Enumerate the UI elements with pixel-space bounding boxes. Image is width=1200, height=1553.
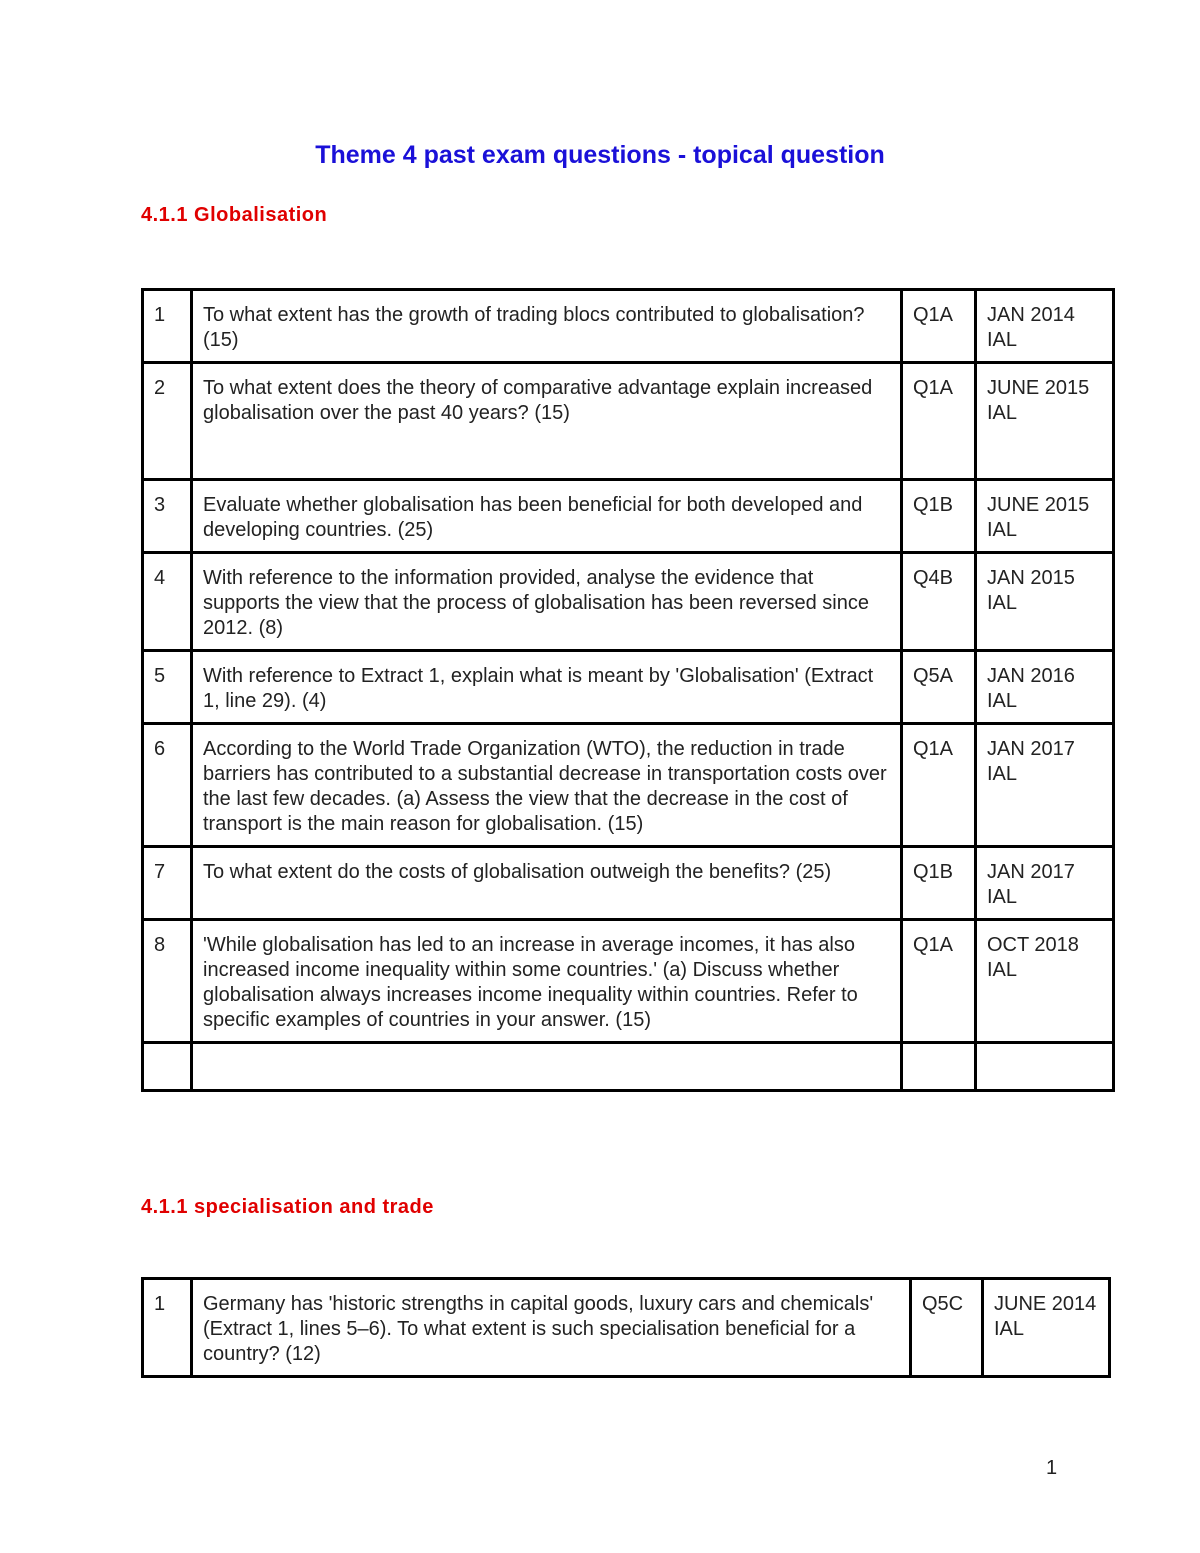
question-code: Q5A xyxy=(902,651,976,724)
question-code xyxy=(902,1043,976,1091)
exam-date: JUNE 2015 IAL xyxy=(976,480,1114,553)
table-row xyxy=(143,1279,1110,1377)
question-text: With reference to Extract 1, explain what is meant by 'Globalisation' (Extract 1, line 29). (4) xyxy=(192,651,902,724)
question-code: Q4B xyxy=(902,553,976,651)
table-row xyxy=(143,480,1114,553)
exam-date: JAN 2017 IAL xyxy=(976,724,1114,847)
exam-date: OCT 2018 IAL xyxy=(976,920,1114,1043)
exam-date: JAN 2015 IAL xyxy=(976,553,1114,651)
table-row xyxy=(143,553,1114,651)
question-code: Q1A xyxy=(902,724,976,847)
question-number: 4 xyxy=(143,553,192,651)
question-text: Germany has 'historic strengths in capital goods, luxury cars and chemicals' (Extract 1, lines 5–6). To what extent is such specialisation beneficial for a country? (12) xyxy=(192,1279,911,1377)
question-number: 3 xyxy=(143,480,192,553)
question-number: 2 xyxy=(143,363,192,480)
question-text: To what extent does the theory of comparative advantage explain increased globalisation over the past 40 years? (15) xyxy=(192,363,902,480)
question-code: Q5C xyxy=(911,1279,983,1377)
question-text: Evaluate whether globalisation has been beneficial for both developed and developing countries. (25) xyxy=(192,480,902,553)
question-code: Q1B xyxy=(902,847,976,920)
question-number: 6 xyxy=(143,724,192,847)
question-number: 1 xyxy=(143,1279,192,1377)
page-number: 1 xyxy=(1046,1457,1058,1479)
page-title: Theme 4 past exam questions - topical question xyxy=(315,141,885,169)
exam-date: JAN 2017 IAL xyxy=(976,847,1114,920)
question-code: Q1A xyxy=(902,290,976,363)
exam-date: JAN 2014 IAL xyxy=(976,290,1114,363)
question-code: Q1A xyxy=(902,363,976,480)
question-number: 5 xyxy=(143,651,192,724)
question-text: To what extent has the growth of trading blocs contributed to globalisation? (15) xyxy=(192,290,902,363)
question-number xyxy=(143,1043,192,1091)
table-row xyxy=(143,847,1114,920)
exam-date xyxy=(976,1043,1114,1091)
section-heading-specialisation: 4.1.1 specialisation and trade xyxy=(141,1196,434,1218)
question-text: To what extent do the costs of globalisation outweigh the benefits? (25) xyxy=(192,847,902,920)
table-row xyxy=(143,920,1114,1043)
exam-date: JUNE 2014 IAL xyxy=(983,1279,1110,1377)
question-number: 1 xyxy=(143,290,192,363)
specialisation-questions-table xyxy=(141,1277,1111,1378)
table-row-empty xyxy=(143,1043,1114,1091)
exam-date: JUNE 2015 IAL xyxy=(976,363,1114,480)
question-text: 'While globalisation has led to an increase in average incomes, it has also increased income inequality within some countries.' (a) Discuss whether globalisation always increases income inequality within countries. Refer to specific examples of countries in your answer. (15) xyxy=(192,920,902,1043)
question-text: According to the World Trade Organization (WTO), the reduction in trade barriers has contributed to a substantial decrease in transportation costs over the last few decades. (a) Assess the view that the decrease in the cost of transport is the main reason for globalisation. (15) xyxy=(192,724,902,847)
exam-date: JAN 2016 IAL xyxy=(976,651,1114,724)
table-row xyxy=(143,724,1114,847)
globalisation-questions-table xyxy=(141,288,1115,1092)
table-row xyxy=(143,363,1114,480)
question-text xyxy=(192,1043,902,1091)
question-number: 8 xyxy=(143,920,192,1043)
table-row xyxy=(143,651,1114,724)
section-heading-globalisation: 4.1.1 Globalisation xyxy=(141,204,328,226)
question-code: Q1B xyxy=(902,480,976,553)
question-text: With reference to the information provided, analyse the evidence that supports the view that the process of globalisation has been reversed since 2012. (8) xyxy=(192,553,902,651)
question-number: 7 xyxy=(143,847,192,920)
table-row xyxy=(143,290,1114,363)
question-code: Q1A xyxy=(902,920,976,1043)
